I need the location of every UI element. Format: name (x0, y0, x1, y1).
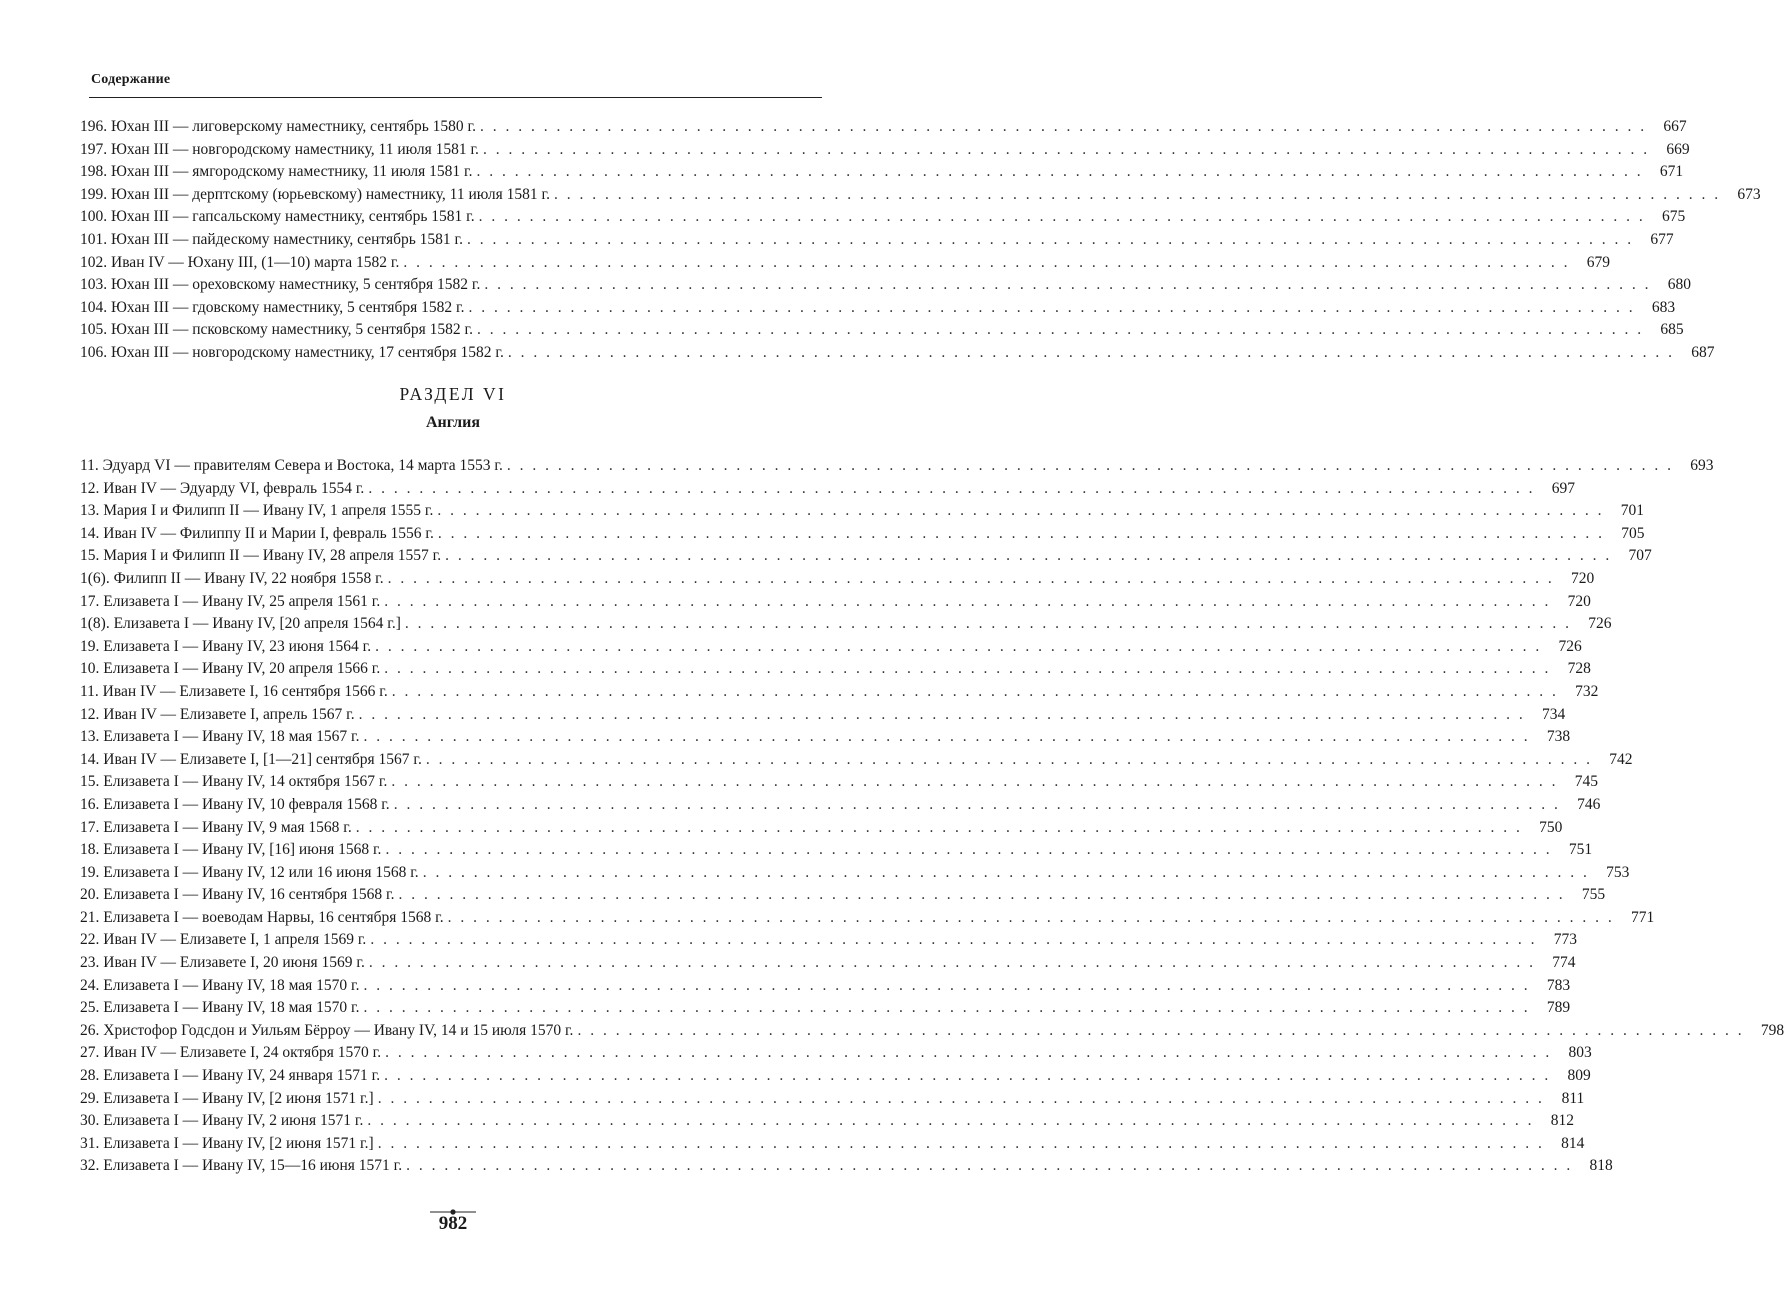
toc-entry-page: 745 (1574, 773, 1598, 791)
toc-entry (80, 1020, 1784, 1043)
toc-entry-page: 667 (1663, 118, 1687, 135)
toc-entry (80, 229, 1674, 252)
dot-leader (367, 1110, 1534, 1133)
dot-leader (384, 658, 1551, 681)
dot-leader (392, 681, 1559, 704)
toc-entry (80, 839, 1593, 862)
dot-leader (577, 1020, 1744, 1043)
toc-entry (80, 884, 1606, 907)
toc-entry-title: 101. Юхан III — пайдескому наместнику, сентябрь 1581 г. (80, 230, 464, 248)
toc-entry-title: 25. Елизавета I — Ивану IV, 18 мая 1570 г. (80, 999, 360, 1017)
dot-leader (378, 1133, 1545, 1156)
dot-leader (480, 116, 1647, 139)
toc-entry (80, 184, 1761, 207)
dot-leader (368, 478, 1535, 501)
toc-entry-title: 21. Елизавета I — воеводам Нарвы, 16 сентября 1568 г. (80, 908, 444, 926)
toc-entry-title: 12. Иван IV — Елизавете I, апрель 1567 г. (80, 705, 355, 723)
toc-entry-title: 16. Елизавета I — Ивану IV, 10 февраля 1568 г. (80, 795, 390, 813)
dot-leader (479, 206, 1646, 229)
dot-leader (426, 749, 1593, 772)
dot-leader (359, 704, 1526, 727)
dot-leader (423, 862, 1590, 885)
toc-entry (80, 952, 1576, 975)
toc-entry-title: 103. Юхан III — ореховскому наместнику, 5 сентября 1582 г. (80, 276, 481, 294)
toc-entry (80, 658, 1591, 681)
toc-entry (80, 568, 1595, 591)
toc-entry-title: 31. Елизавета I — Ивану IV, [2 июня 1571 г.] (80, 1134, 374, 1152)
toc-entry-page: 687 (1691, 343, 1715, 361)
toc-entry-page: 728 (1567, 660, 1591, 678)
toc-entry-title: 19. Елизавета I — Ивану IV, 23 июня 1564 г. (80, 637, 372, 655)
toc-entry (80, 907, 1655, 930)
toc-entry-title: 15. Мария I и Филипп II — Ивану IV, 28 апреля 1557 г. (80, 547, 442, 565)
toc-entry-page: 750 (1539, 818, 1563, 836)
toc-entry-page: 680 (1667, 276, 1692, 294)
toc-entry (80, 523, 1645, 546)
toc-entry-title: 24. Елизавета I — Ивану IV, 18 мая 1570 г. (80, 976, 360, 994)
toc-entry-title: 23. Иван IV — Елизавете I, 20 июня 1569 г. (80, 954, 365, 972)
toc-entry-title: 14. Иван IV — Филиппу II и Марии I, февраль 1556 г. (80, 524, 434, 542)
dot-leader (554, 184, 1721, 207)
dot-leader (484, 274, 1651, 297)
toc-entry-title: 13. Елизавета I — Ивану IV, 18 мая 1567 г. (80, 728, 360, 746)
dot-leader (406, 1155, 1573, 1178)
toc-entry-title: 15. Елизавета I — Ивану IV, 14 октября 1567 г. (80, 773, 388, 791)
toc-entry-page: 675 (1662, 208, 1686, 226)
dot-leader (508, 342, 1675, 365)
toc-entry (80, 817, 1563, 840)
dot-leader (477, 319, 1644, 342)
running-header-title: Содержание (91, 72, 171, 87)
dot-leader (399, 884, 1566, 907)
toc-entry-page: 818 (1589, 1157, 1613, 1175)
toc-entry-title: 1(6). Филипп II — Ивану IV, 22 ноября 1558 г. (80, 569, 384, 587)
toc-entry-title: 199. Юхан III — дерптскому (юрьевскому) наместнику, 11 июля 1581 г. (80, 185, 551, 203)
toc-entry-page: 697 (1551, 479, 1575, 497)
toc-entry (80, 342, 1715, 365)
dot-leader (356, 817, 1523, 840)
toc-entry (80, 997, 1571, 1020)
toc-entry-page: 746 (1577, 795, 1601, 813)
toc-entry (80, 139, 1690, 162)
toc-entry-title: 17. Елизавета I — Ивану IV, 9 мая 1568 г. (80, 818, 352, 836)
toc-entry-page: 726 (1558, 637, 1582, 655)
toc-entry-title: 29. Елизавета I — Ивану IV, [2 июня 1571 г.] (80, 1089, 374, 1107)
toc-entry-page: 751 (1568, 841, 1593, 859)
toc-entry (80, 1088, 1585, 1111)
toc-entry-title: 28. Елизавета I — Ивану IV, 24 января 1571 г. (80, 1067, 381, 1085)
toc-entry (80, 704, 1566, 727)
toc-entry-page: 677 (1650, 230, 1674, 248)
toc-entry (80, 500, 1644, 523)
toc-entry-page: 738 (1546, 728, 1571, 746)
toc-entry (80, 116, 1687, 139)
toc-entry-page: 720 (1567, 592, 1591, 610)
toc-entry-title: 1(8). Елизавета I — Ивану IV, [20 апреля 1564 г.] (80, 615, 401, 633)
toc-entry-page: 720 (1571, 569, 1595, 587)
toc-list-section-vi (80, 455, 1784, 1178)
toc-entry-page: 774 (1552, 954, 1576, 972)
toc-entry-title: 11. Эдуард VI — правителям Севера и Востока, 14 марта 1553 г. (80, 457, 503, 474)
dot-leader (437, 500, 1604, 523)
toc-entry-page: 726 (1588, 615, 1612, 633)
toc-entry-title: 26. Христофор Годсдон и Уильям Бёрроу — Ивану IV, 14 и 15 июля 1570 г. (80, 1021, 574, 1039)
toc-entry-title: 17. Елизавета I — Ивану IV, 25 апреля 1561 г. (80, 592, 381, 610)
toc-entry-title: 19. Елизавета I — Ивану IV, 12 или 16 июня 1568 г. (80, 863, 419, 881)
toc-entry (80, 1133, 1585, 1156)
toc-entry (80, 726, 1571, 749)
toc-entry (80, 1065, 1591, 1088)
dot-leader (483, 139, 1650, 162)
toc-entry-title: 18. Елизавета I — Ивану IV, [16] июня 1568 г. (80, 841, 382, 859)
section-subheading: Англия (425, 414, 481, 431)
dot-leader (384, 591, 1551, 614)
toc-entry-title: 10. Елизавета I — Ивану IV, 20 апреля 1566 г. (80, 660, 381, 678)
toc-entry (80, 252, 1610, 275)
section-heading: РАЗДЕЛ VI (399, 384, 507, 404)
toc-entry-title: 22. Иван IV — Елизавете I, 1 апреля 1569 г. (80, 931, 367, 949)
dot-leader (403, 252, 1570, 275)
toc-entry-page: 812 (1550, 1112, 1574, 1130)
toc-entry (80, 297, 1676, 320)
toc-entry-title: 100. Юхан III — гапсальскому наместнику, сентябрь 1581 г. (80, 208, 475, 226)
dot-leader (385, 839, 1552, 862)
dot-leader (384, 1065, 1551, 1088)
toc-entry-title: 12. Иван IV — Эдуарду VI, февраль 1554 г. (80, 479, 365, 497)
dot-leader (364, 997, 1531, 1020)
dot-leader (445, 545, 1612, 568)
toc-entry-page: 679 (1586, 253, 1610, 271)
toc-entry-title: 196. Юхан III — лиговерскому наместнику, сентябрь 1580 г. (80, 118, 477, 135)
toc-entry-page: 701 (1620, 502, 1644, 520)
toc-entry-page: 683 (1651, 298, 1676, 316)
toc-entry-page: 685 (1660, 321, 1684, 339)
dot-leader (364, 726, 1531, 749)
dot-leader (391, 771, 1558, 794)
dot-leader (394, 794, 1561, 817)
toc-entry-page: 773 (1553, 931, 1577, 949)
dot-leader (369, 952, 1536, 975)
toc-entry-page: 732 (1575, 682, 1599, 700)
toc-entry (80, 636, 1582, 659)
toc-entry (80, 455, 1714, 478)
toc-entry (80, 1042, 1592, 1065)
toc-entry-title: 104. Юхан III — гдовскому наместнику, 5 сентября 1582 г. (80, 298, 465, 316)
dot-leader (438, 523, 1605, 546)
toc-entry (80, 478, 1575, 501)
toc-entry (80, 929, 1577, 952)
dot-leader (467, 229, 1634, 252)
toc-entry (80, 862, 1630, 885)
header-rule (89, 97, 822, 98)
toc-entry-page: 771 (1630, 908, 1655, 926)
toc-entry-title: 32. Елизавета I — Ивану IV, 15—16 июня 1571 г. (80, 1157, 403, 1175)
toc-entry (80, 206, 1686, 229)
toc-entry (80, 794, 1601, 817)
toc-entry-page: 755 (1581, 886, 1606, 904)
toc-entry-title: 106. Юхан III — новгородскому наместнику, 17 сентября 1582 г. (80, 343, 504, 361)
toc-entry-title: 102. Иван IV — Юхану III, (1—10) марта 1582 г. (80, 253, 400, 271)
toc-entry-page: 814 (1561, 1134, 1585, 1152)
toc-entry (80, 771, 1598, 794)
dot-leader (405, 613, 1572, 636)
dot-leader (388, 568, 1555, 591)
toc-entry-page: 809 (1567, 1067, 1591, 1085)
dot-leader (477, 161, 1644, 184)
toc-entry-page: 673 (1737, 185, 1761, 203)
toc-entry (80, 613, 1612, 636)
toc-entry (80, 319, 1684, 342)
toc-entry-page: 705 (1621, 524, 1645, 542)
toc-entry-title: 197. Юхан III — новгородскому наместнику, 11 июля 1581 г. (80, 140, 479, 158)
dot-leader (469, 297, 1636, 320)
toc-entry (80, 1155, 1613, 1178)
toc-entry-page: 671 (1659, 163, 1684, 181)
toc-entry (80, 975, 1571, 998)
page-number: 982 (438, 1213, 468, 1234)
toc-entry (80, 274, 1692, 297)
toc-entry-title: 14. Иван IV — Елизавете I, [1—21] сентября 1567 г. (80, 750, 422, 768)
toc-entry-page: 707 (1628, 547, 1652, 565)
toc-entry-page: 742 (1609, 750, 1633, 768)
toc-entry-page: 811 (1561, 1089, 1585, 1107)
toc-entry-title: 20. Елизавета I — Ивану IV, 16 сентября 1568 г. (80, 886, 395, 904)
toc-entry-page: 798 (1760, 1021, 1784, 1039)
toc-entry-page: 693 (1690, 457, 1714, 474)
toc-entry (80, 749, 1633, 772)
toc-entry-title: 27. Иван IV — Елизавете I, 24 октября 1570 г. (80, 1044, 382, 1062)
toc-entry-page: 789 (1546, 999, 1571, 1017)
toc-entry (80, 1110, 1574, 1133)
toc-entry-page: 734 (1542, 705, 1566, 723)
toc-entry-title: 11. Иван IV — Елизавете I, 16 сентября 1566 г. (80, 682, 388, 700)
toc-entry-title: 30. Елизавета I — Ивану IV, 2 июня 1571 г. (80, 1112, 364, 1130)
dot-leader (375, 636, 1542, 659)
toc-entry-page: 803 (1568, 1044, 1592, 1062)
toc-entry (80, 161, 1684, 184)
toc-entry-title: 105. Юхан III — псковскому наместнику, 5 сентября 1582 г. (80, 321, 473, 339)
toc-list-continued (80, 116, 1761, 365)
toc-entry (80, 545, 1652, 568)
dot-leader (378, 1088, 1545, 1111)
toc-entry (80, 591, 1591, 614)
toc-entry-title: 13. Мария I и Филипп II — Ивану IV, 1 апреля 1555 г. (80, 502, 434, 520)
toc-entry-page: 669 (1666, 140, 1690, 158)
dot-leader (364, 975, 1531, 998)
dot-leader (507, 455, 1674, 478)
dot-leader (448, 907, 1615, 930)
dot-leader (385, 1042, 1552, 1065)
toc-entry-page: 783 (1546, 976, 1571, 994)
toc-entry-page: 753 (1606, 863, 1630, 881)
dot-leader (370, 929, 1537, 952)
toc-entry (80, 681, 1599, 704)
toc-entry-title: 198. Юхан III — ямгородскому наместнику, 11 июля 1581 г. (80, 163, 473, 181)
